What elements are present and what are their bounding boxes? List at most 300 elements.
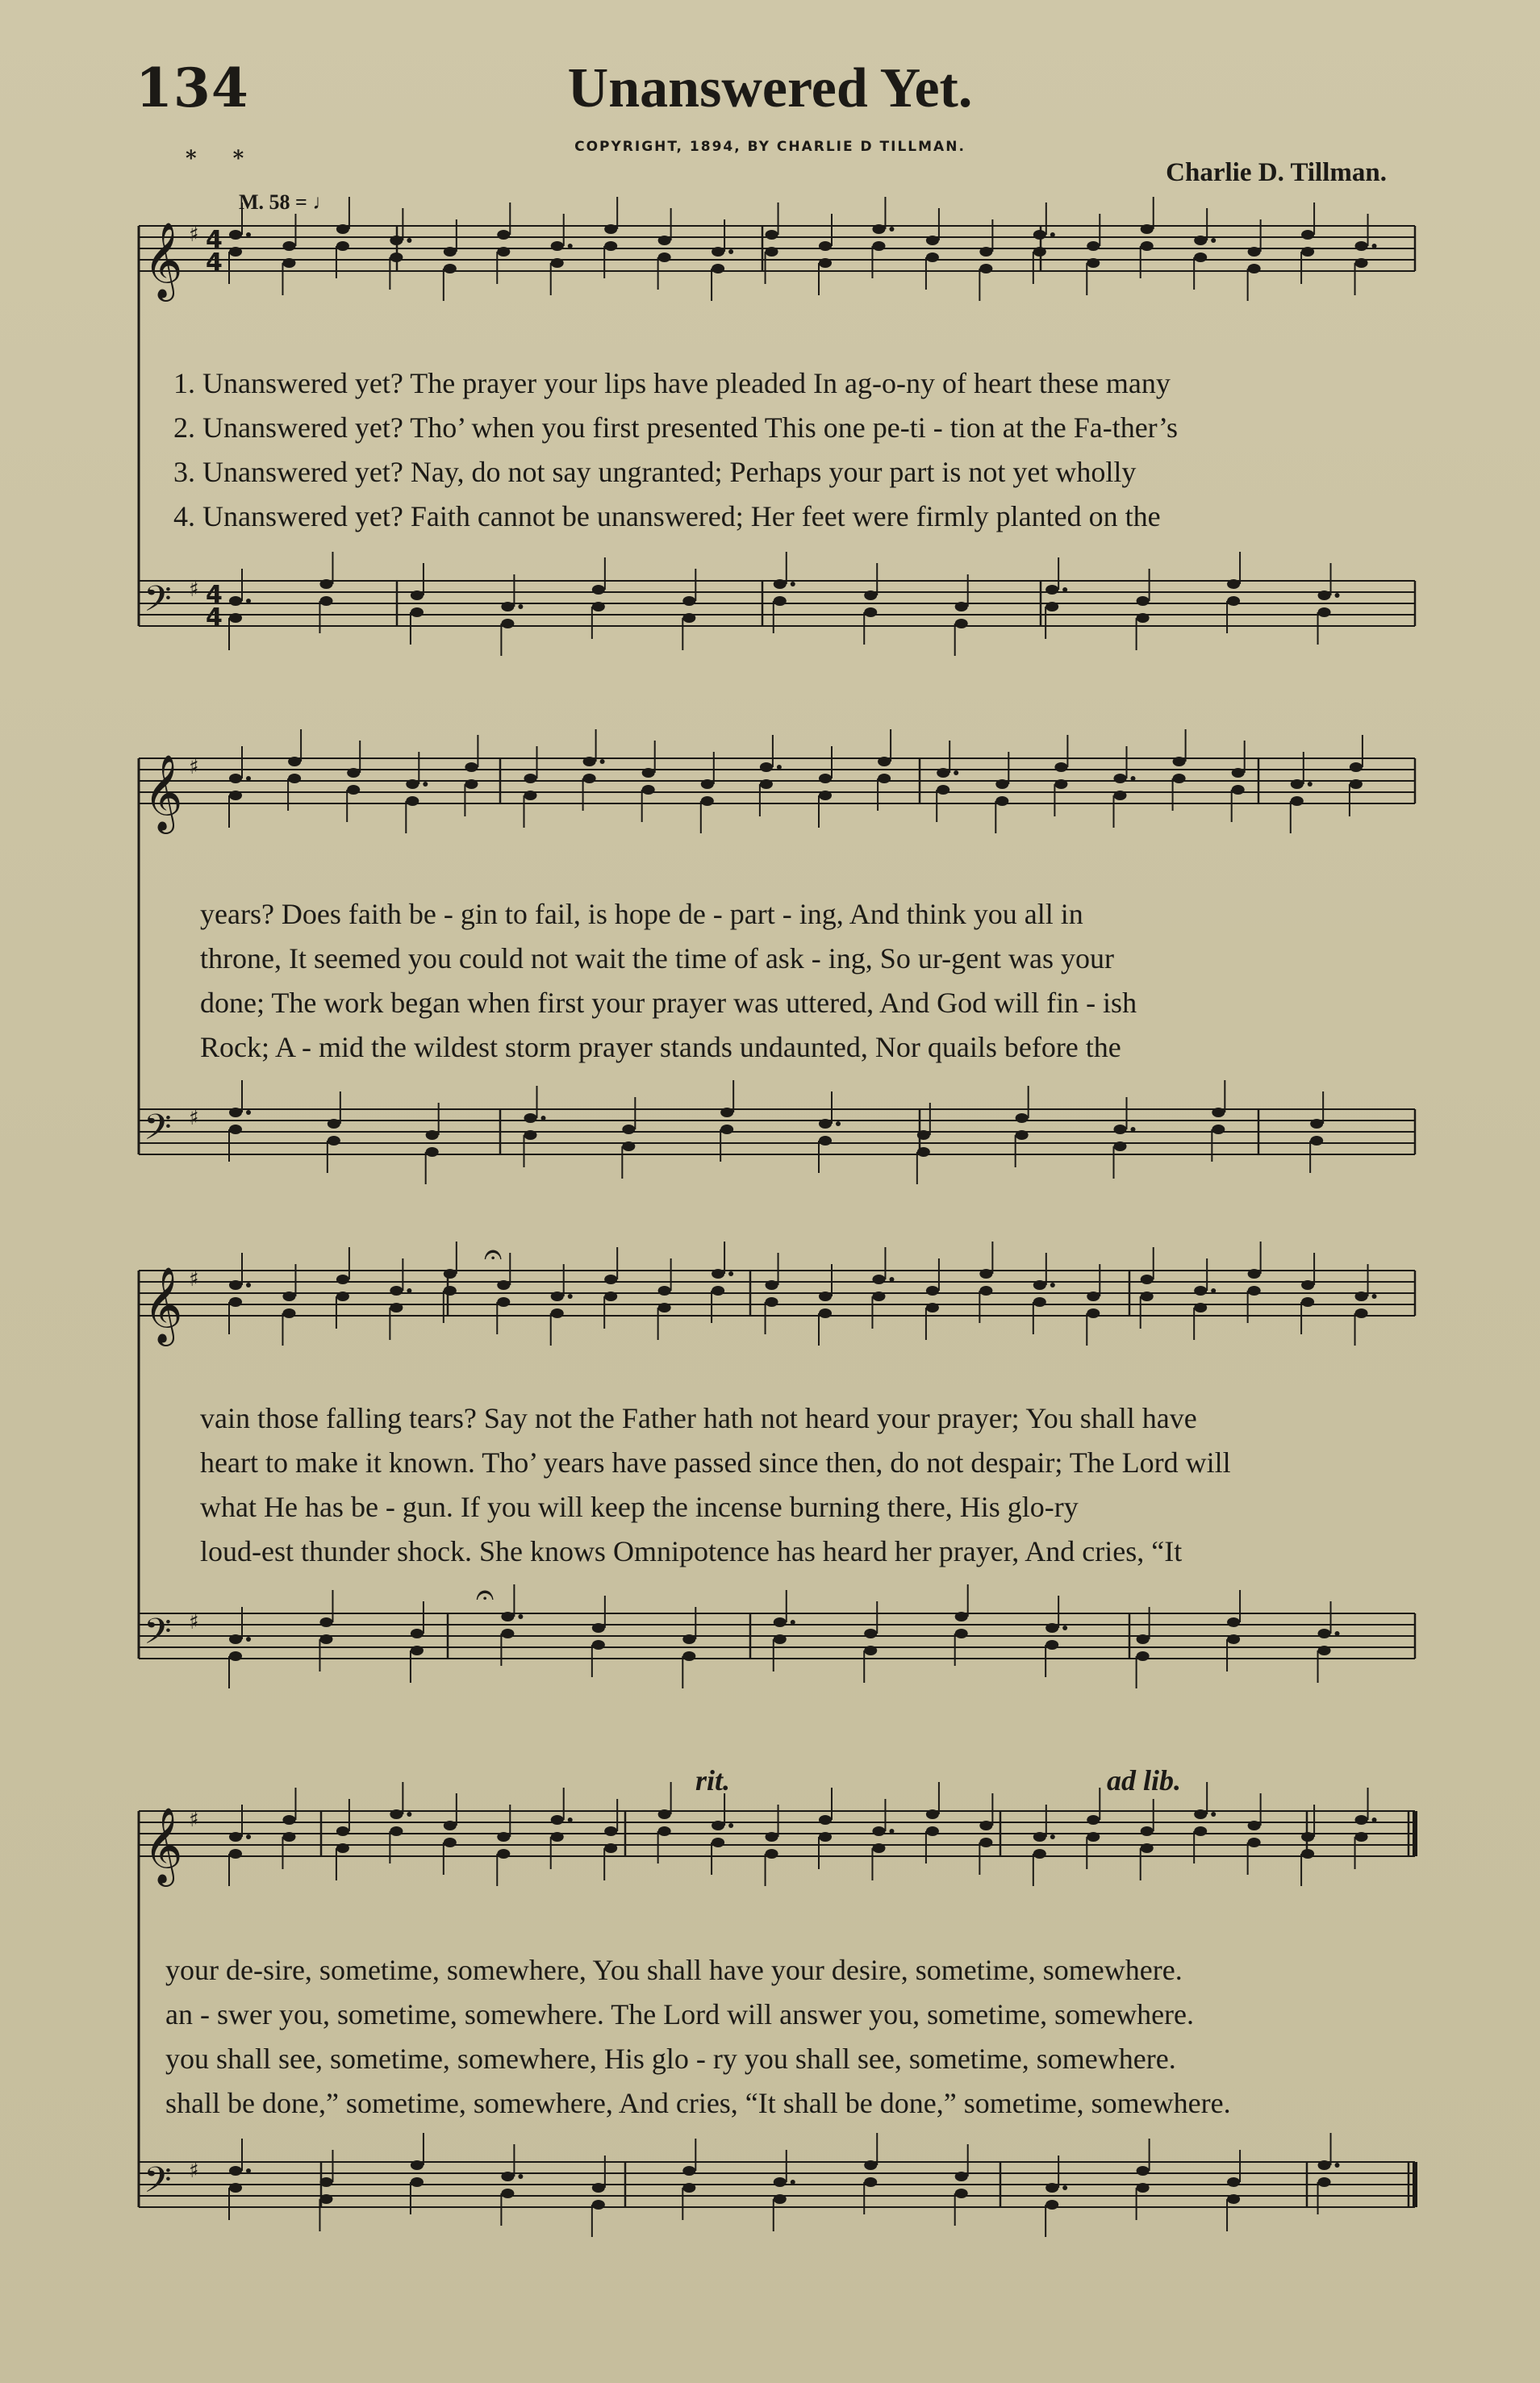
note-head [926,1286,939,1296]
note-head [229,2166,242,2176]
dot [1050,232,1055,237]
note-head [774,2194,787,2204]
note-head [592,1640,605,1650]
note-head [1227,579,1240,589]
note-head [1137,613,1150,623]
note-head [1310,1119,1323,1129]
note-head [995,779,1008,789]
time-signature-top: 4 [206,581,223,609]
key-signature: ♯ [189,1610,199,1634]
note-head [229,1280,242,1290]
note-head [319,2194,332,2204]
note-head [282,1308,295,1318]
note-head [864,2160,877,2170]
dot [728,249,733,254]
note-head [1045,2183,1058,2193]
bass-clef: 𝄢 [144,2159,172,2210]
key-signature: ♯ [189,223,199,247]
dot [407,1812,411,1817]
note-head [712,1286,724,1296]
note-head [1194,1826,1207,1836]
key-signature: ♯ [189,578,199,602]
note-head [1033,230,1046,240]
note-head [1033,1849,1046,1859]
dot [1131,776,1136,781]
note-head [774,2177,787,2187]
note-head [955,1612,968,1621]
note-head [551,1832,564,1842]
note-head [955,2189,968,2198]
note-head [328,1136,340,1146]
note-head [682,1651,695,1661]
dot [407,238,411,243]
dot [889,1277,894,1282]
note-head [444,247,457,257]
note-head [229,613,242,623]
lyric-line: 2. Unanswered yet? Tho’ when you first presented This one pe-ti - tion at the Fa-ther’s [173,411,1179,444]
lyric-line: 4. Unanswered yet? Faith cannot be unanswered; Her feet were firmly planted on the [173,500,1161,532]
dot [728,1271,733,1276]
note-head [979,1286,992,1296]
dot [791,2180,795,2185]
note-head [766,230,778,240]
note-head [336,241,349,251]
dot [1335,593,1340,598]
note-head [878,757,891,766]
treble-clef: 𝄞 [144,754,183,831]
note-head [1291,796,1304,806]
note-head [979,1821,992,1830]
note-head [872,1826,885,1836]
note-head [701,779,714,789]
dot [518,2174,523,2179]
note-head [229,230,242,240]
note-head [444,1269,457,1279]
note-head [1301,1297,1314,1307]
treble-clef: 𝄞 [144,1267,183,1343]
note-head [1141,1275,1154,1284]
note-head [979,264,992,273]
hymn-title: Unanswered Yet. [567,57,973,119]
note-head [872,1275,885,1284]
hymn-number: 134 [136,56,249,119]
lyric-line: you shall see, sometime, somewhere, His glo - ry you shall see, sometime, somewhere. [165,2043,1176,2075]
note-head [1087,258,1100,268]
note-head [319,1634,332,1644]
note-head [1227,2194,1240,2204]
note-head [319,1617,332,1627]
note-head [229,1108,242,1117]
note-head [819,258,832,268]
dot [246,2168,251,2173]
note-head [774,579,787,589]
note-head [444,1286,457,1296]
note-head [551,1292,564,1301]
note-head [1355,1308,1368,1318]
note-head [1045,585,1058,595]
note-head [229,791,242,800]
note-head [712,264,724,273]
note-head [1016,1113,1029,1123]
note-head [1137,1651,1150,1661]
copyright-notice: COPYRIGHT, 1894, BY CHARLIE D TILLMAN. [574,139,966,155]
note-head [1045,602,1058,611]
dot [1335,1631,1340,1636]
dot [1372,1818,1377,1822]
note-head [819,1815,832,1825]
note-head [604,241,617,251]
note-head [411,591,424,600]
note-head [551,1308,564,1318]
dot [777,765,782,770]
note-head [1045,1623,1058,1633]
note-head [282,1832,295,1842]
note-head [658,1303,671,1313]
note-head [1194,1809,1207,1819]
note-head [658,1826,671,1836]
note-head [682,1634,695,1644]
note-head [1114,791,1127,800]
fermata: 𝄐 [484,1236,503,1273]
note-head [501,602,514,611]
dot [407,1288,411,1293]
note-head [390,252,403,262]
note-head [426,1147,439,1157]
lyric-line: 1. Unanswered yet? The prayer your lips have pleaded In ag-o-ny of heart these many [173,367,1171,399]
note-head [872,1843,885,1853]
note-head [766,1280,778,1290]
note-head [1291,779,1304,789]
note-head [658,1286,671,1296]
note-head [592,1623,605,1633]
note-head [604,1843,617,1853]
lyric-line: heart to make it known. Tho’ years have passed since then, do not despair; The Lord will [200,1446,1231,1479]
note-head [766,247,778,257]
dot [1062,1626,1067,1630]
dot [889,227,894,232]
note-head [760,779,773,789]
dot [1050,1283,1055,1287]
dot [568,1294,573,1299]
dot [1211,1812,1216,1817]
key-signature: ♯ [189,755,199,779]
dot [1335,2163,1340,2168]
dot [1050,1834,1055,1839]
note-head [1141,1826,1154,1836]
dot [246,599,251,603]
note-head [336,1843,349,1853]
note-head [864,591,877,600]
note-head [955,602,968,611]
note-head [995,796,1008,806]
note-head [1141,1292,1154,1301]
note-head [229,1125,242,1134]
note-head [406,779,419,789]
note-head [501,1612,514,1621]
note-head [411,1629,424,1638]
treble-clef: 𝄞 [144,1807,183,1884]
note-head [819,1136,832,1146]
note-head [1318,607,1331,617]
note-head [411,2160,424,2170]
note-head [282,241,295,251]
dot [568,1818,573,1822]
note-head [501,2189,514,2198]
note-head [1045,2200,1058,2210]
lyric-line: your de-sire, sometime, somewhere, You shall have your desire, sometime, somewhere. [165,1954,1183,1986]
note-head [955,1629,968,1638]
note-head [328,1119,340,1129]
note-head [583,757,596,766]
note-head [712,247,724,257]
note-head [444,264,457,273]
note-head [1227,2177,1240,2187]
note-head [766,1849,778,1859]
note-head [819,774,832,783]
note-head [701,796,714,806]
note-head [766,1297,778,1307]
note-head [229,1297,242,1307]
note-head [1301,230,1314,240]
dot [518,604,523,609]
note-head [682,2183,695,2193]
note-head [592,602,605,611]
note-head [1248,1286,1261,1296]
dot [518,1614,523,1619]
note-head [1194,1303,1207,1313]
lyric-line: done; The work began when first your prayer was uttered, And God will fin - ish [200,987,1137,1019]
key-signature: ♯ [189,1808,199,1832]
key-signature: ♯ [189,1106,199,1130]
note-head [592,2183,605,2193]
dot [791,582,795,586]
note-head [1212,1108,1225,1117]
note-head [336,1275,349,1284]
note-head [336,1292,349,1301]
note-head [682,2166,695,2176]
lyric-line: years? Does faith be - gin to fail, is hope de - part - ing, And think you all in [200,898,1083,930]
note-head [937,785,949,795]
note-head [390,1809,403,1819]
note-head [658,1809,671,1819]
note-head [229,1849,242,1859]
dot [246,1637,251,1642]
note-head [1355,258,1368,268]
note-head [1350,762,1363,772]
note-head [1087,1308,1100,1318]
note-head [336,224,349,234]
bass-clef: 𝄢 [144,1106,172,1157]
note-head [864,607,877,617]
note-head [229,1832,242,1842]
treble-clef: 𝄞 [144,222,183,298]
note-head [1137,596,1150,606]
note-head [682,613,695,623]
note-head [774,1634,787,1644]
note-head [658,252,671,262]
note-head [551,258,564,268]
bass-clef: 𝄢 [144,578,172,628]
note-head [1054,762,1067,772]
dot [1211,238,1216,243]
lyric-line: shall be done,” sometime, somewhere, And cries, “It shall be done,” sometime, somewhere. [165,2087,1231,2119]
note-head [1087,241,1100,251]
ritardando-marking: rit. [695,1764,731,1797]
note-head [319,579,332,589]
note-head [1141,241,1154,251]
note-head [712,1838,724,1847]
note-head [501,619,514,628]
note-head [926,1809,939,1819]
dot [728,1823,733,1828]
note-head [497,1280,510,1290]
note-head [917,1130,930,1140]
note-head [1248,1821,1261,1830]
note-head [319,596,332,606]
note-head [465,779,478,789]
note-head [1054,779,1067,789]
note-head [712,1269,724,1279]
note-head [720,1108,733,1117]
note-head [1033,247,1046,257]
note-head [347,768,360,778]
note-head [1227,1617,1240,1627]
note-head [1087,1815,1100,1825]
note-head [551,241,564,251]
note-head [1033,1832,1046,1842]
note-head [1137,2166,1150,2176]
note-head [229,1634,242,1644]
note-head [551,1815,564,1825]
note-head [1248,247,1261,257]
metronome-mark: M. 58 = ♩ [239,190,334,214]
note-head [1318,1646,1331,1655]
note-head [497,1849,510,1859]
note-head [319,2177,332,2187]
note-head [1114,1125,1127,1134]
note-head [497,247,510,257]
note-head [524,774,537,783]
note-head [1227,596,1240,606]
note-head [390,236,403,245]
note-head [622,1141,635,1151]
note-head [1301,1849,1314,1859]
lyric-line: Rock; A - mid the wildest storm prayer stands undaunted, Nor quails before the [200,1031,1121,1063]
note-head [766,1832,778,1842]
note-head [229,247,242,257]
note-head [604,224,617,234]
note-head [1141,224,1154,234]
lyric-line: throne, It seemed you could not wait the time of ask - ing, So ur-gent was your [200,942,1115,974]
note-head [604,1292,617,1301]
note-head [819,1292,832,1301]
note-head [819,791,832,800]
note-head [774,1617,787,1627]
note-head [1248,1269,1261,1279]
lyric-line: 3. Unanswered yet? Nay, do not say ungranted; Perhaps your part is not yet wholly [173,456,1137,488]
dot [791,1620,795,1625]
note-head [501,1629,514,1638]
note-head [1173,774,1186,783]
asterisks-mark: * * [186,147,259,171]
note-head [444,1821,457,1830]
note-head [1141,1843,1154,1853]
note-head [819,1119,832,1129]
note-head [1194,236,1207,245]
dot [954,770,958,775]
note-head [390,1826,403,1836]
note-head [1114,1141,1127,1151]
note-head [872,241,885,251]
note-head [937,768,949,778]
bass-clef: 𝄢 [144,1610,172,1661]
note-head [1114,774,1127,783]
dot [1062,2185,1067,2190]
note-head [864,1646,877,1655]
note-head [1355,1292,1368,1301]
note-head [336,1826,349,1836]
fermata: 𝄐 [476,1576,495,1613]
note-head [1318,591,1331,600]
note-head [604,1826,617,1836]
note-head [524,1130,537,1140]
note-head [282,258,295,268]
dot [1372,244,1377,248]
lyric-line: what He has be - gun. If you will keep the incense burning there, His glo-ry [200,1491,1079,1523]
dot [246,1834,251,1839]
note-head [1087,1832,1100,1842]
note-head [229,774,242,783]
dot [246,776,251,781]
note-head [979,247,992,257]
note-head [979,1269,992,1279]
note-head [411,607,424,617]
note-head [229,1651,242,1661]
dot [541,1116,546,1121]
note-head [1355,1832,1368,1842]
note-head [872,1292,885,1301]
dot [568,244,573,248]
note-head [524,791,537,800]
time-signature-bottom: 4 [206,248,223,277]
note-head [229,596,242,606]
note-head [282,1815,295,1825]
note-head [955,2172,968,2181]
note-head [1033,1297,1046,1307]
note-head [642,785,655,795]
lyric-line: vain those falling tears? Say not the Father hath not heard your prayer; You shall have [200,1402,1197,1434]
dot [600,759,605,764]
note-head [288,757,301,766]
note-head [1355,1815,1368,1825]
note-head [819,1308,832,1318]
note-head [1301,247,1314,257]
note-head [411,1646,424,1655]
note-head [1137,2183,1150,2193]
ad-lib-marking: ad lib. [1107,1764,1182,1797]
note-head [774,596,787,606]
note-head [1350,779,1363,789]
note-head [760,762,773,772]
note-head [819,241,832,251]
note-head [497,230,510,240]
note-head [1318,2160,1331,2170]
note-head [282,1292,295,1301]
note-head [642,768,655,778]
note-head [1194,1286,1207,1296]
lyric-line: loud-est thunder shock. She knows Omnipotence has heard her prayer, And cries, “It [200,1535,1183,1567]
note-head [497,1297,510,1307]
